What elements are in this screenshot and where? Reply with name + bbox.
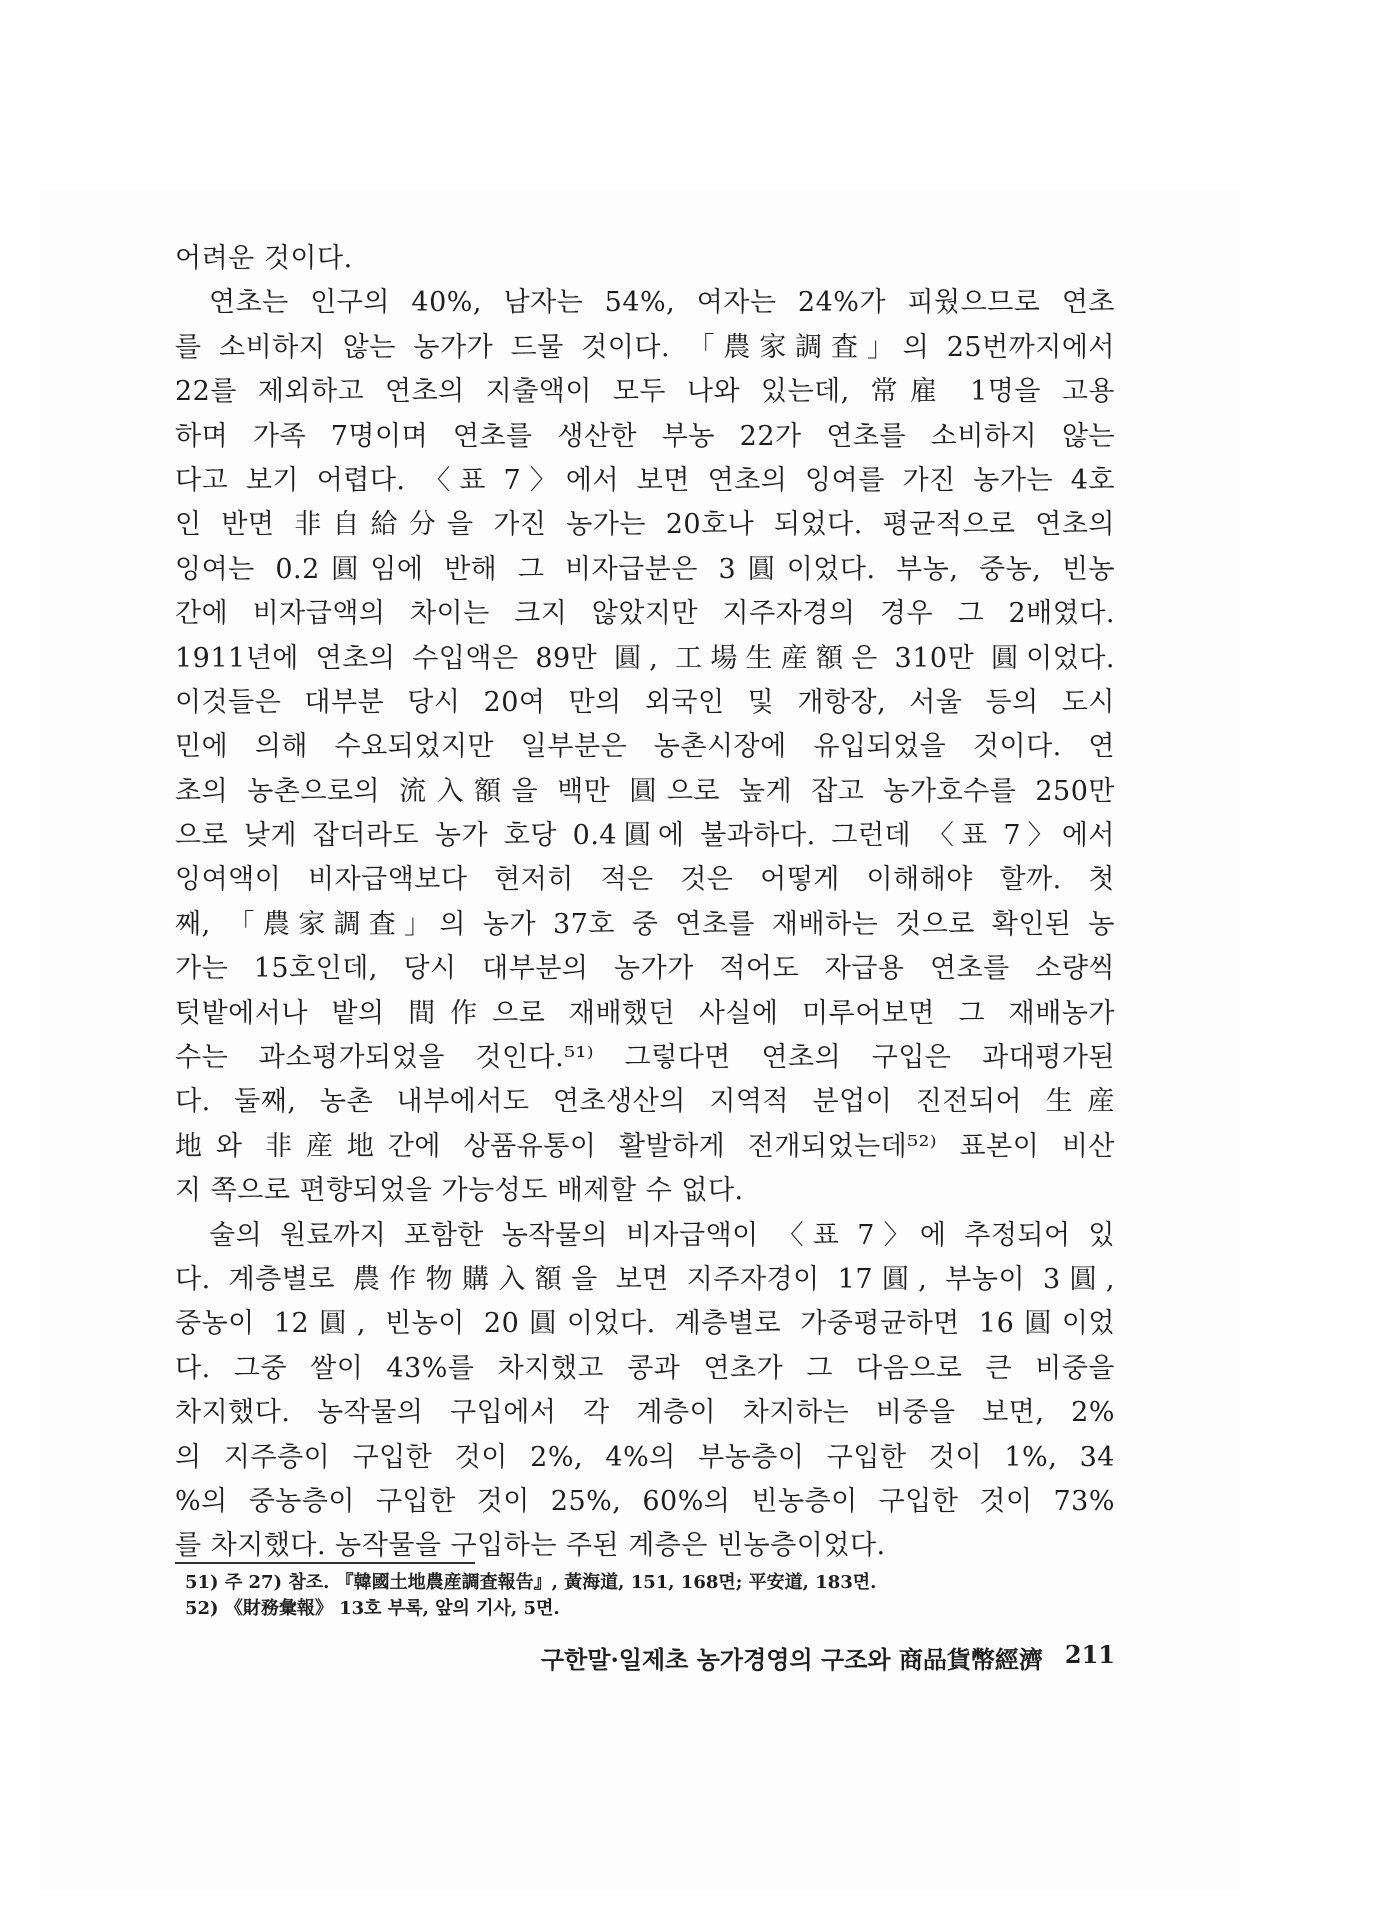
body-line: 텃밭에서나 밭의 間作으로 재배했던 사실에 미루어보면 그 재배농가	[175, 997, 1115, 1029]
footnote-divider	[175, 1562, 475, 1564]
body-line: 22를 제외하고 연초의 지출액이 모두 나와 있는데, 常雇 1명을 고용	[175, 376, 1115, 408]
running-footer-title: 구한말·일제초 농가경영의 구조와 商品貨幣經濟	[540, 1645, 1043, 1674]
footnote-52: 52) 《財務彙報》 13호 부록, 앞의 기사, 5면.	[185, 1598, 560, 1619]
body-line: 잉여액이 비자급액보다 현저히 적은 것은 어떻게 이해해야 할까. 첫	[175, 864, 1115, 896]
body-line: 가는 15호인데, 당시 대부분의 농가가 적어도 자급용 연초를 소량씩	[175, 953, 1115, 985]
body-line: 술의 원료까지 포함한 농작물의 비자급액이 〈표 7〉에 추정되어 있	[209, 1219, 1115, 1251]
body-line: 연초는 인구의 40%, 남자는 54%, 여자는 24%가 피웠으므로 연초	[209, 287, 1115, 319]
body-line: 를 차지했다. 농작물을 구입하는 주된 계층은 빈농층이었다.	[175, 1530, 886, 1562]
body-line: 다. 계층별로 農作物購入額을 보면 지주자경이 17圓, 부농이 3圓,	[175, 1263, 1115, 1295]
body-text	[175, 237, 1115, 1569]
body-line: 간에 비자급액의 차이는 크지 않았지만 지주자경의 경우 그 2배였다.	[175, 598, 1115, 630]
body-line: %의 중농층이 구입한 것이 25%, 60%의 빈농층이 구입한 것이 73%	[175, 1485, 1115, 1517]
body-line: 다고 보기 어렵다. 〈표 7〉에서 보면 연초의 잉여를 가진 농가는 4호	[175, 464, 1115, 496]
body-line: 를 소비하지 않는 농가가 드물 것이다. 「農家調査」의 25번까지에서	[175, 331, 1115, 363]
body-line: 의 지주층이 구입한 것이 2%, 4%의 부농층이 구입한 것이 1%, 34	[175, 1441, 1115, 1473]
body-line: 째, 「農家調査」의 농가 37호 중 연초를 재배하는 것으로 확인된 농	[175, 908, 1115, 940]
body-line: 하며 가족 7명이며 연초를 생산한 부농 22가 연초를 소비하지 않는	[175, 420, 1115, 452]
body-line: 다. 둘째, 농촌 내부에서도 연초생산의 지역적 분업이 진전되어 生産	[175, 1086, 1115, 1118]
body-line: 地와 非産地간에 상품유통이 활발하게 전개되었는데⁵²⁾ 표본이 비산	[175, 1130, 1115, 1162]
page-number: 211	[1064, 1640, 1115, 1669]
body-line: 1911년에 연초의 수입액은 89만 圓, 工場生産額은 310만 圓이었다.	[175, 642, 1115, 674]
footnotes	[185, 1570, 1085, 1622]
body-line: 수는 과소평가되었을 것인다.⁵¹⁾ 그렇다면 연초의 구입은 과대평가된	[175, 1042, 1115, 1074]
body-line: 다. 그중 쌀이 43%를 차지했고 콩과 연초가 그 다음으로 큰 비중을	[175, 1352, 1115, 1384]
footnote-51: 51) 주 27) 참조. 『韓國土地農産調査報告』, 黃海道, 151, 168면; 平安道, 183면.	[185, 1572, 877, 1593]
body-line: 지 쪽으로 편향되었을 가능성도 배제할 수 없다.	[175, 1175, 744, 1207]
body-line: 어려운 것이다.	[175, 243, 353, 274]
body-line: 으로 낮게 잡더라도 농가 호당 0.4圓에 불과하다. 그런데 〈표 7〉에서	[175, 820, 1115, 852]
body-line: 중농이 12圓, 빈농이 20圓이었다. 계층별로 가중평균하면 16圓이었	[175, 1308, 1115, 1340]
body-line: 잉여는 0.2圓임에 반해 그 비자급분은 3圓이었다. 부농, 중농, 빈농	[175, 553, 1115, 585]
body-line: 차지했다. 농작물의 구입에서 각 계층이 차지하는 비중을 보면, 2%	[175, 1397, 1115, 1429]
body-line: 초의 농촌으로의 流入額을 백만 圓으로 높게 잡고 농가호수를 250만	[175, 775, 1115, 807]
body-line: 인 반면 非自給分을 가진 농가는 20호나 되었다. 평균적으로 연초의	[175, 509, 1115, 541]
running-footer	[175, 1640, 1115, 1675]
body-line: 민에 의해 수요되었지만 일부분은 농촌시장에 유입되었을 것이다. 연	[175, 731, 1115, 763]
body-line: 이것들은 대부분 당시 20여 만의 외국인 및 개항장, 서울 등의 도시	[175, 686, 1115, 718]
